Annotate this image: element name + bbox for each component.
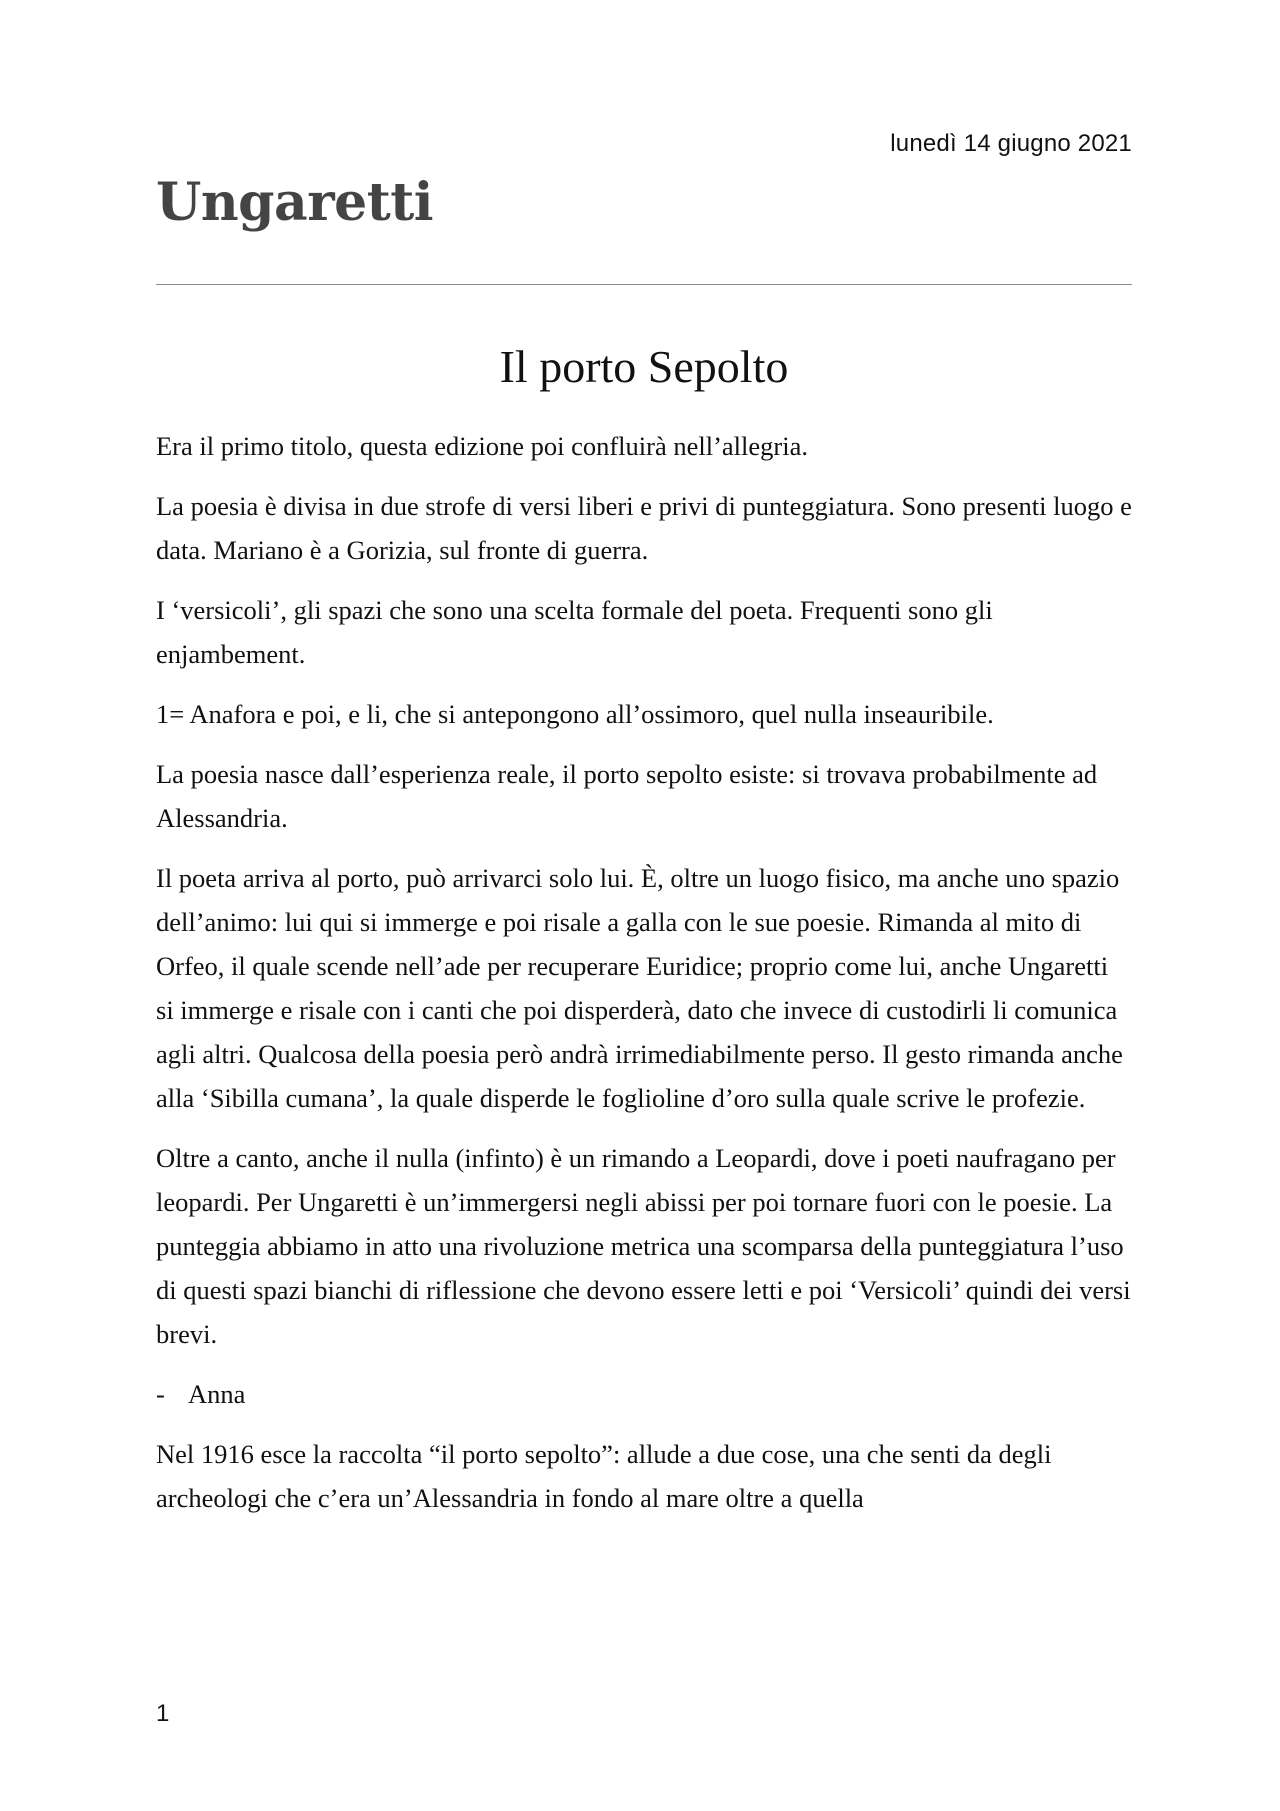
page-title: Ungaretti [156, 172, 433, 233]
paragraph: 1= Anafora e poi, e li, che si antepongono all’ossimoro, quel nulla inseauribile. [156, 699, 994, 729]
dash-item-text: Anna [188, 1379, 246, 1409]
section-heading: Il porto Sepolto [499, 341, 789, 392]
document-body [156, 424, 1132, 1536]
paragraph: Il poeta arriva al porto, può arrivarci solo lui. È, oltre un luogo fisico, ma anche uno spazio dell’animo: lui qui si immerge e poi risale a galla con le sue poesie. Rimanda al mito di Orfeo, il quale scende nell’ade per recuperare Euridice; proprio come lui, anche Ungaretti si immerge e risale con i canti che poi disperderà, dato che invece di custodirli li comunica agli altri. Qualcosa della poesia però andrà irrimediabilmente perso. Il gesto rimanda anche alla ‘Sibilla cumana’, la quale disperde le foglioline d’oro sulla quale scrive le profezie. [156, 863, 1123, 1113]
paragraph: Nel 1916 esce la raccolta “il porto sepolto”: allude a due cose, una che senti da degli archeologi che c’era un’Alessandria in fondo al mare oltre a quella [156, 1439, 1052, 1513]
paragraph: La poesia è divisa in due strofe di versi liberi e privi di punteggiatura. Sono presenti luogo e data. Mariano è a Gorizia, sul fronte di guerra. [156, 491, 1132, 565]
page-number: 1 [156, 1700, 170, 1727]
paragraph: La poesia nasce dall’esperienza reale, il porto sepolto esiste: si trovava probabilmente ad Alessandria. [156, 759, 1098, 833]
header-divider [156, 284, 1132, 285]
dash-list-item [156, 1372, 1132, 1416]
paragraph: Oltre a canto, anche il nulla (infinto) è un rimando a Leopardi, dove i poeti naufragano per leopardi. Per Ungaretti è un’immergersi negli abissi per poi tornare fuori con le poesie. La punteggia abbiamo in atto una rivoluzione metrica una scomparsa della punteggiatura l’uso di questi spazi bianchi di riflessione che devono essere letti e poi ‘Versicoli’ quindi dei versi brevi. [156, 1143, 1131, 1349]
header-date: lunedì 14 giugno 2021 [890, 130, 1132, 157]
paragraph: I ‘versicoli’, gli spazi che sono una scelta formale del poeta. Frequenti sono gli enjambement. [156, 595, 993, 669]
paragraph: Era il primo titolo, questa edizione poi confluirà nell’allegria. [156, 431, 808, 461]
dash-marker: - [156, 1379, 165, 1409]
